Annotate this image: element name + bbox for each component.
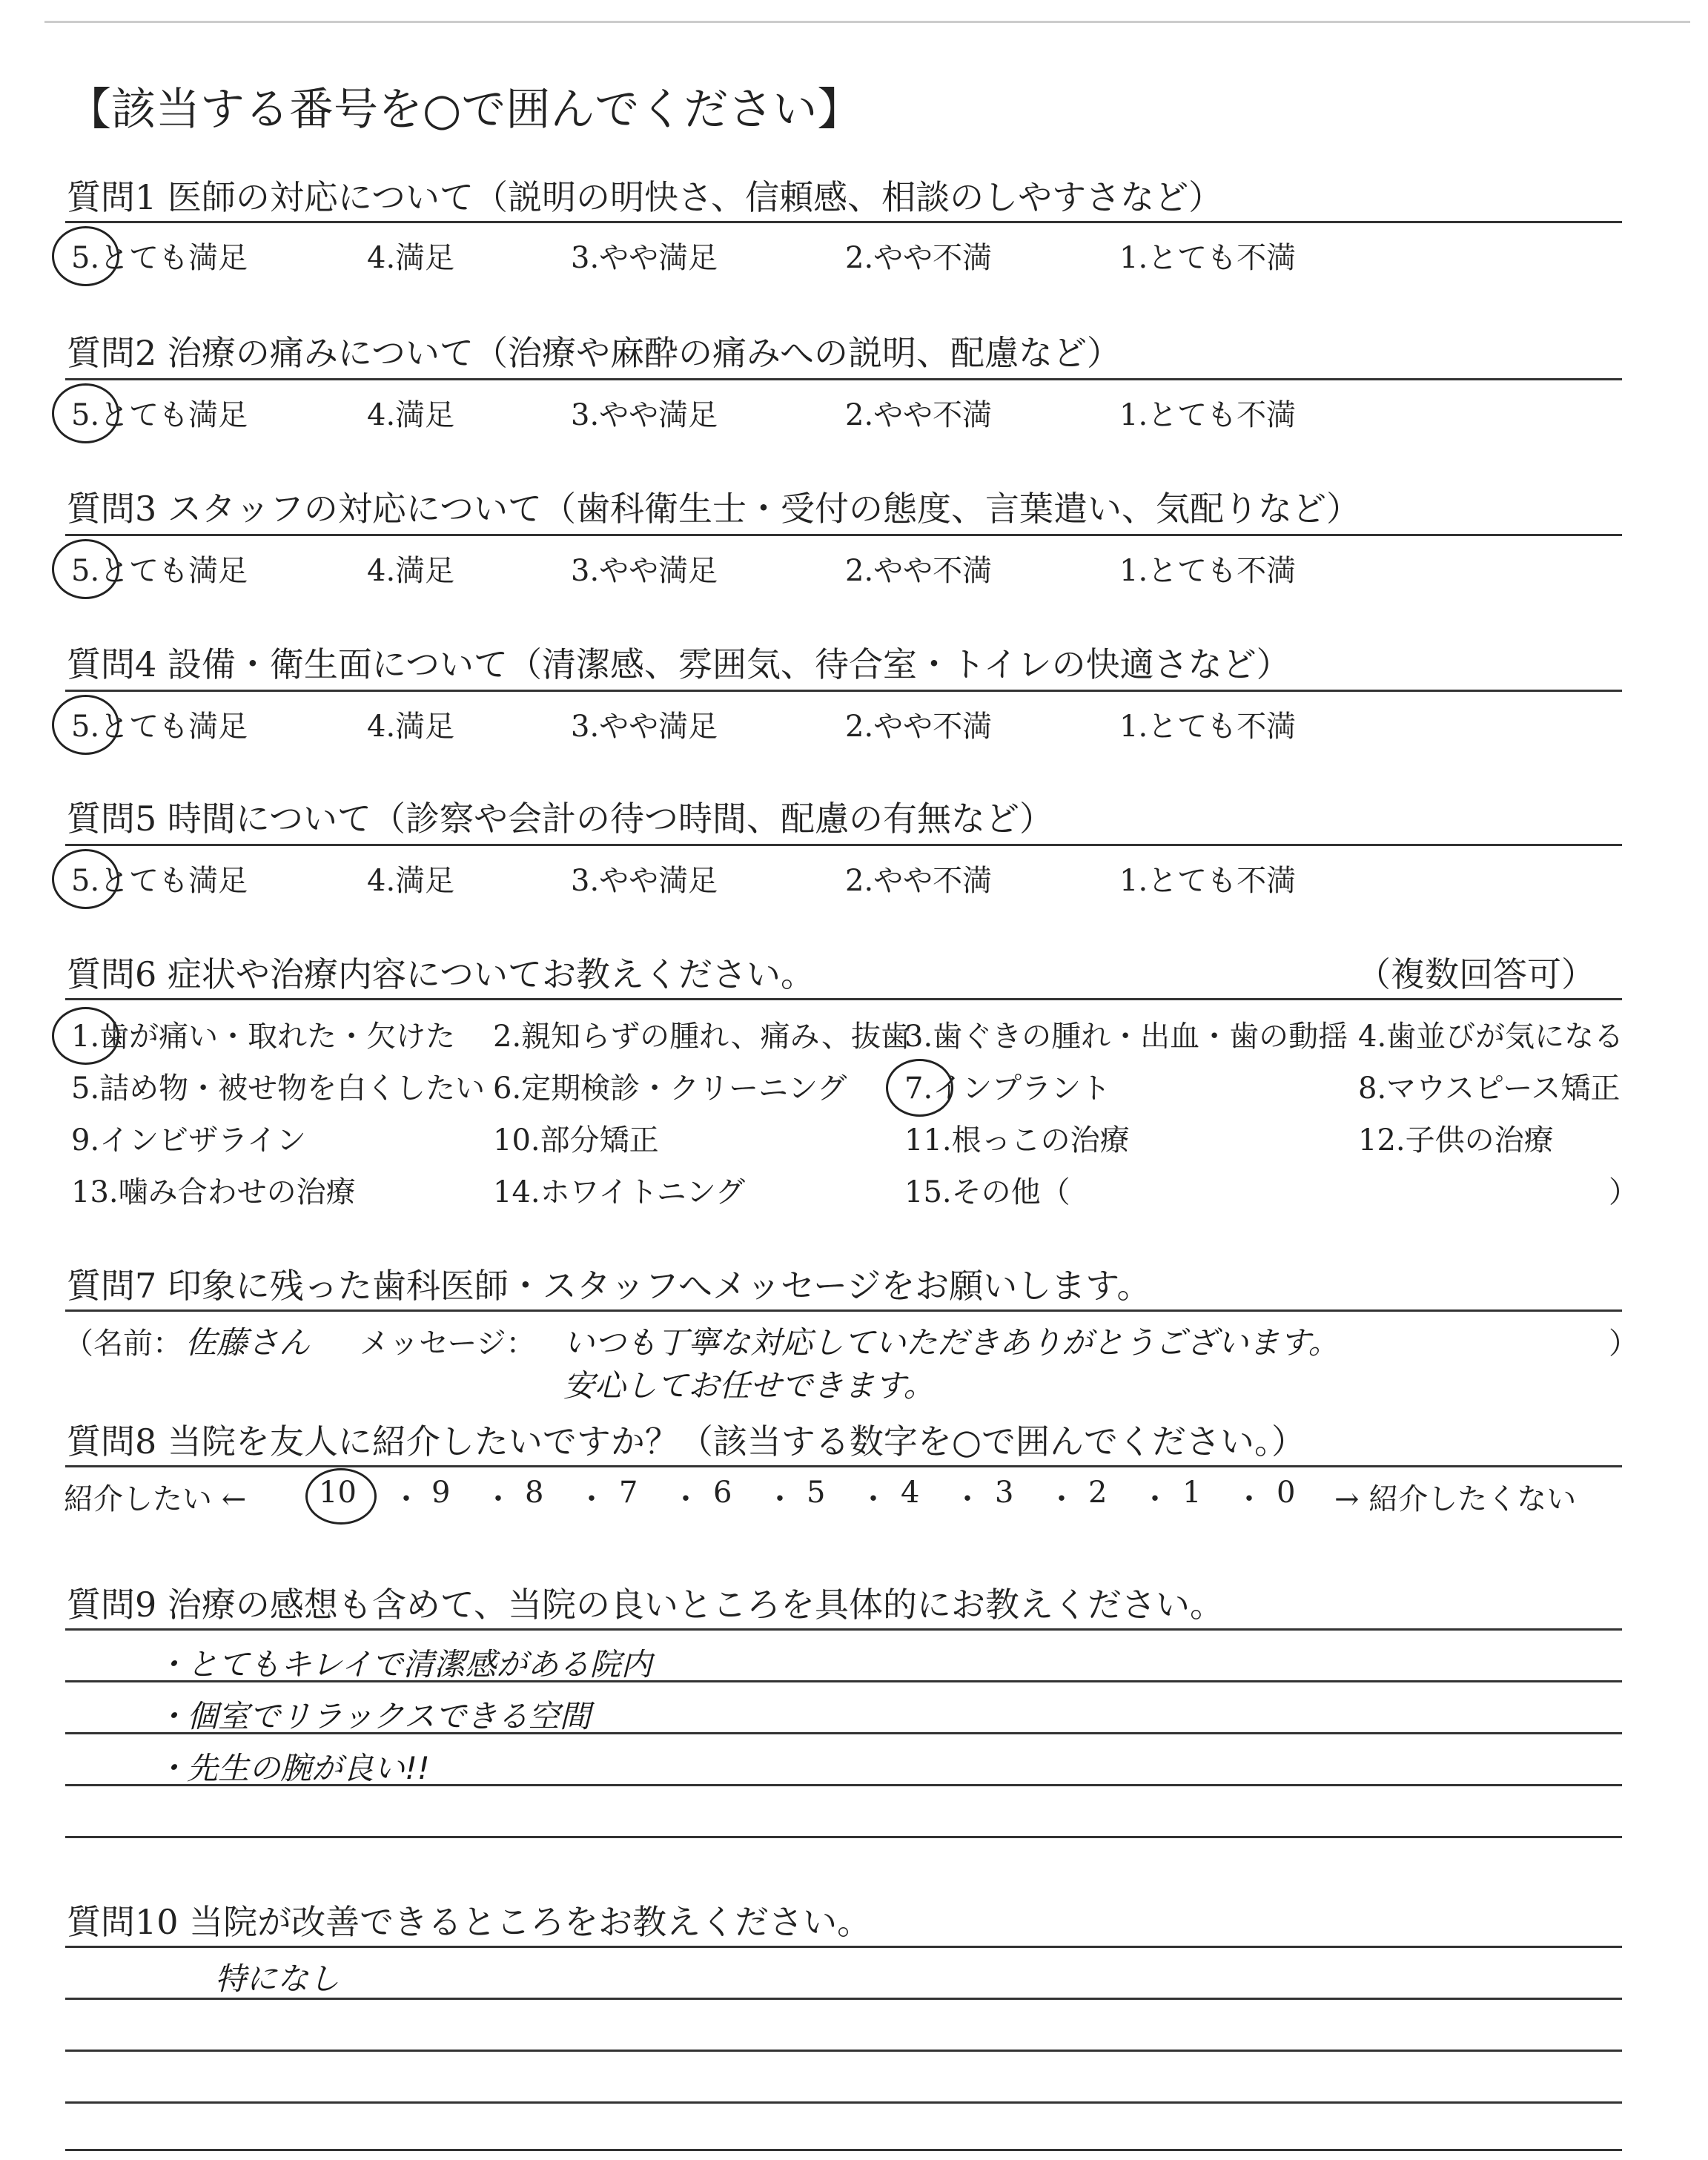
q8-selection-circle [305,1468,377,1525]
q7-message-label: メッセージ： [360,1327,536,1361]
q2-selection-circle [52,383,119,443]
q6-option-4[interactable]: 4.歯並びが気になる [1358,1020,1624,1054]
question-3: 質問3 スタッフの対応について（歯科衛生士・受付の態度、言葉遣い、気配りなど） [67,489,1360,529]
q7-message-line-2[interactable]: 安心してお任せできます。 [563,1367,935,1404]
q5-option-2[interactable]: 2.やや不満 [845,864,993,898]
q7-message-line-1[interactable]: いつも丁寧な対応していただきありがとうございます。 [563,1324,1340,1361]
q5-option-5[interactable]: 5.とても満足 [71,864,248,898]
q5-option-4[interactable]: 4.満足 [367,864,455,898]
q8-dot: ・ [671,1482,701,1516]
q9-answer-2[interactable]: ・個室でリラックスできる空間 [156,1698,591,1734]
q8-score-10[interactable]: 10 [319,1476,357,1510]
q1-selection-circle [52,226,119,286]
q8-dot: ・ [1047,1482,1076,1516]
question-2: 質問2 治療の痛みについて（治療や麻酔の痛みへの説明、配慮など） [67,333,1122,373]
q8-left-label: 紹介したい ← [64,1482,247,1516]
rule-q10-1 [65,1946,1622,1948]
q6-option-11[interactable]: 11.根っこの治療 [904,1123,1130,1157]
q8-score-6[interactable]: 6 [713,1476,732,1510]
q8-score-5[interactable]: 5 [807,1476,826,1510]
rule-q10-4 [65,2101,1622,2104]
q6-option-10[interactable]: 10.部分矯正 [493,1123,659,1157]
q6-option-1[interactable]: 1.歯が痛い・取れた・欠けた [71,1020,456,1054]
page-title: 【該当する番号を○で囲んでください】 [67,84,862,136]
question-10: 質問10 当院が改善できるところをお教えください。 [67,1902,872,1942]
q2-option-1[interactable]: 1.とても不満 [1119,398,1297,432]
q8-right-label: → 紹介したくない [1334,1482,1577,1516]
q7-name-handwritten[interactable]: 佐藤さん [185,1324,311,1361]
question-7: 質問7 印象に残った歯科医師・スタッフへメッセージをお願いします。 [67,1266,1151,1306]
q3-option-4[interactable]: 4.満足 [367,554,455,588]
q4-option-5[interactable]: 5.とても満足 [71,710,248,744]
rule-q7 [65,1309,1622,1312]
question-9: 質問9 治療の感想も含めて、当院の良いところを具体的にお教えください。 [67,1585,1224,1625]
q10-answer[interactable]: 特になし [215,1961,340,1997]
q8-dot: ・ [391,1482,421,1516]
q8-dot: ・ [1140,1482,1170,1516]
question-4: 質問4 設備・衛生面について（清潔感、雰囲気、待合室・トイレの快適さなど） [67,644,1291,684]
question-8: 質問8 当院を友人に紹介したいですか？（該当する数字を○で囲んでください。） [67,1421,1306,1462]
q8-dot: ・ [858,1482,888,1516]
rule-q4 [65,690,1622,692]
q8-dot: ・ [1234,1482,1264,1516]
q8-score-7[interactable]: 7 [619,1476,638,1510]
q6-option-13[interactable]: 13.噛み合わせの治療 [71,1175,356,1209]
q1-option-2[interactable]: 2.やや不満 [845,241,993,275]
q4-option-4[interactable]: 4.満足 [367,710,455,744]
q3-option-1[interactable]: 1.とても不満 [1119,554,1297,588]
q6-selection-circle-1 [52,1007,119,1065]
q1-option-4[interactable]: 4.満足 [367,241,455,275]
rule-q5 [65,844,1622,846]
q6-option-2[interactable]: 2.親知らずの腫れ、痛み、抜歯 [493,1020,910,1054]
q6-option-14[interactable]: 14.ホワイトニング [493,1175,746,1209]
q2-option-3[interactable]: 3.やや満足 [571,398,718,432]
q8-score-0[interactable]: 0 [1277,1476,1296,1510]
question-5: 質問5 時間について（診察や会計の待つ時間、配慮の有無など） [67,799,1053,839]
q6-option-7[interactable]: 7.インプラント [904,1071,1111,1106]
q8-score-4[interactable]: 4 [901,1476,920,1510]
rule-q9-1 [65,1628,1622,1631]
q8-dot: ・ [577,1482,606,1516]
q3-option-3[interactable]: 3.やや満足 [571,554,718,588]
top-border [44,21,1690,23]
q8-score-9[interactable]: 9 [431,1476,451,1510]
q2-option-4[interactable]: 4.満足 [367,398,455,432]
q6-option-3[interactable]: 3.歯ぐきの腫れ・出血・歯の動揺 [904,1020,1348,1054]
q5-option-3[interactable]: 3.やや満足 [571,864,718,898]
q1-option-5[interactable]: 5.とても満足 [71,241,248,275]
q6-option-12[interactable]: 12.子供の治療 [1358,1123,1554,1157]
q6-option-5[interactable]: 5.詰め物・被せ物を白くしたい [71,1071,486,1106]
q8-dot: ・ [765,1482,795,1516]
q8-score-2[interactable]: 2 [1088,1476,1108,1510]
rule-q3 [65,534,1622,536]
q8-dot: ・ [483,1482,513,1516]
q1-option-3[interactable]: 3.やや満足 [571,241,718,275]
question-6: 質問6 症状や治療内容についてお教えください。 [67,954,815,994]
rule-q9-5 [65,1836,1622,1838]
q3-selection-circle [52,539,119,599]
q8-score-3[interactable]: 3 [995,1476,1014,1510]
q7-name-label: （名前： [64,1327,182,1361]
q9-answer-1[interactable]: ・とてもキレイで清潔感がある院内 [156,1646,652,1682]
q4-selection-circle [52,695,119,755]
q8-score-1[interactable]: 1 [1182,1476,1202,1510]
q6-option-6[interactable]: 6.定期検診・クリーニング [493,1071,847,1106]
rule-q8 [65,1465,1622,1467]
rule-q2 [65,378,1622,380]
q6-option-8[interactable]: 8.マウスピース矯正 [1358,1071,1621,1106]
q4-option-2[interactable]: 2.やや不満 [845,710,993,744]
q6-other-close: ） [1609,1175,1638,1209]
rule-q6 [65,998,1622,1000]
q7-close-paren: ） [1609,1327,1638,1361]
q8-dot: ・ [953,1482,982,1516]
rule-q10-5 [65,2149,1622,2151]
q3-option-5[interactable]: 5.とても満足 [71,554,248,588]
q9-answer-3[interactable]: ・先生の腕が良い!! [156,1750,430,1786]
q1-option-1[interactable]: 1.とても不満 [1119,241,1297,275]
q6-option-9[interactable]: 9.インビザライン [71,1123,306,1157]
rule-q1 [65,221,1622,223]
rule-q10-3 [65,2050,1622,2052]
q3-option-2[interactable]: 2.やや不満 [845,554,993,588]
q5-option-1[interactable]: 1.とても不満 [1119,864,1297,898]
q5-selection-circle [52,849,119,909]
question-1: 質問1 医師の対応について（説明の明快さ、信頼感、相談のしやすさなど） [67,177,1223,217]
q2-option-5[interactable]: 5.とても満足 [71,398,248,432]
q4-option-3[interactable]: 3.やや満足 [571,710,718,744]
q8-score-8[interactable]: 8 [525,1476,544,1510]
q4-option-1[interactable]: 1.とても不満 [1119,710,1297,744]
q6-option-15[interactable]: 15.その他（ [904,1175,1070,1209]
q2-option-2[interactable]: 2.やや不満 [845,398,993,432]
q6-multiple-note: （複数回答可） [1357,954,1595,994]
q6-selection-circle-7 [886,1059,953,1117]
